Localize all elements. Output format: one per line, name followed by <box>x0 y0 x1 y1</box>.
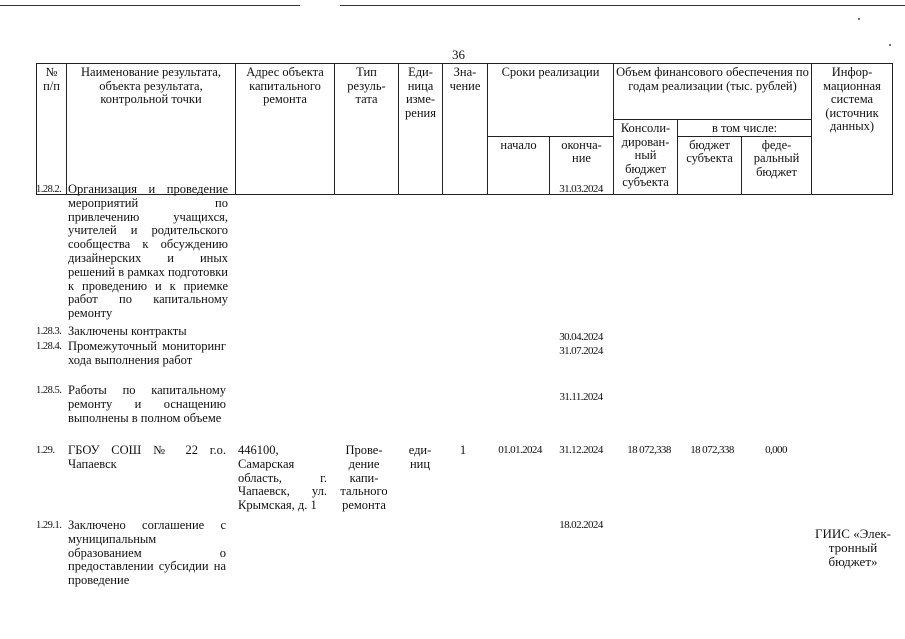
row-end-date: 31.03.2024 <box>559 183 603 195</box>
row-consolidated-budget: 18 072,338 <box>627 444 671 456</box>
row-name: Заключено соглашение с муниципальным образованием о предоставлении субсидии на проведение <box>68 518 226 588</box>
row-number: 1.28.4. <box>36 341 62 352</box>
row-name: Промежуточный мониторинг хода выполнения работ <box>68 339 226 367</box>
header-subject-budget: бюджет субъекта <box>678 136 742 194</box>
header-address: Адрес объекта капитального ремонта <box>236 64 335 195</box>
header-name: Наименование результата, объекта результата, контрольной точки <box>67 64 236 195</box>
header-deadlines: Сроки реализации <box>488 64 614 137</box>
row-federal-budget: 0,000 <box>765 444 787 456</box>
row-name: Работы по капитальному ремонту и оснащению выполнены в полном объеме <box>68 383 226 425</box>
row-type: Прове-дение капи-тального ремонта <box>340 443 388 513</box>
row-value: 1 <box>459 443 467 457</box>
header-end: оконча-ние <box>550 136 614 194</box>
page-number: 36 <box>452 47 465 62</box>
row-number: 1.28.3. <box>36 326 62 337</box>
header-value: Зна-чение <box>443 64 488 195</box>
header-unit: Еди-ница изме-рения <box>399 64 443 195</box>
row-name: Организация и проведение мероприятий по привлечению учащихся, учителей и родительского сообщества к обсуждению дизайнерских и иных решений в рамках подготовки к проведению и к приемке работ по капитальному ремонту <box>68 182 228 321</box>
row-number: 1.28.5. <box>36 385 62 396</box>
header-consolidated: Консоли-дирован-ный бюджет субъекта <box>614 120 678 195</box>
row-end-date: 31.07.2024 <box>559 345 603 357</box>
header-federal-budget: феде-ральный бюджет <box>742 136 812 194</box>
row-number: 1.28.2. <box>36 184 62 195</box>
row-end-date: 30.04.2024 <box>559 331 603 343</box>
row-number: 1.29. <box>36 445 55 456</box>
row-start-date: 01.01.2024 <box>498 444 542 456</box>
scan-speck <box>858 18 860 20</box>
row-name: ГБОУ СОШ № 22 г.о. Чапаевск <box>68 443 226 471</box>
header-funding: Объем финансового обеспечения по годам реализации (тыс. рублей) <box>614 64 812 120</box>
top-rule-gap <box>300 4 340 7</box>
header-info-system: Инфор-мационная система (источник данных) <box>812 64 893 195</box>
scan-speck <box>889 44 891 46</box>
row-unit: еди-ниц <box>408 443 432 471</box>
table-header <box>36 63 893 195</box>
header-no: № п/п <box>37 64 67 195</box>
top-rule <box>0 5 905 6</box>
header-including: в том числе: <box>678 120 812 137</box>
row-end-date: 31.12.2024 <box>559 444 603 456</box>
row-end-date: 31.11.2024 <box>559 391 603 403</box>
row-info-system: ГИИС «Элек-тронный бюджет» <box>814 526 892 569</box>
row-address: 446100, Самарская область, г. Чапаевск, ул. Крымская, д. 1 <box>238 443 327 513</box>
row-subject-budget: 18 072,338 <box>690 444 734 456</box>
row-name: Заключены контракты <box>68 324 187 338</box>
row-end-date: 18.02.2024 <box>559 519 603 531</box>
header-start: начало <box>488 136 550 194</box>
row-number: 1.29.1. <box>36 520 62 531</box>
header-type: Тип резуль-тата <box>335 64 399 195</box>
